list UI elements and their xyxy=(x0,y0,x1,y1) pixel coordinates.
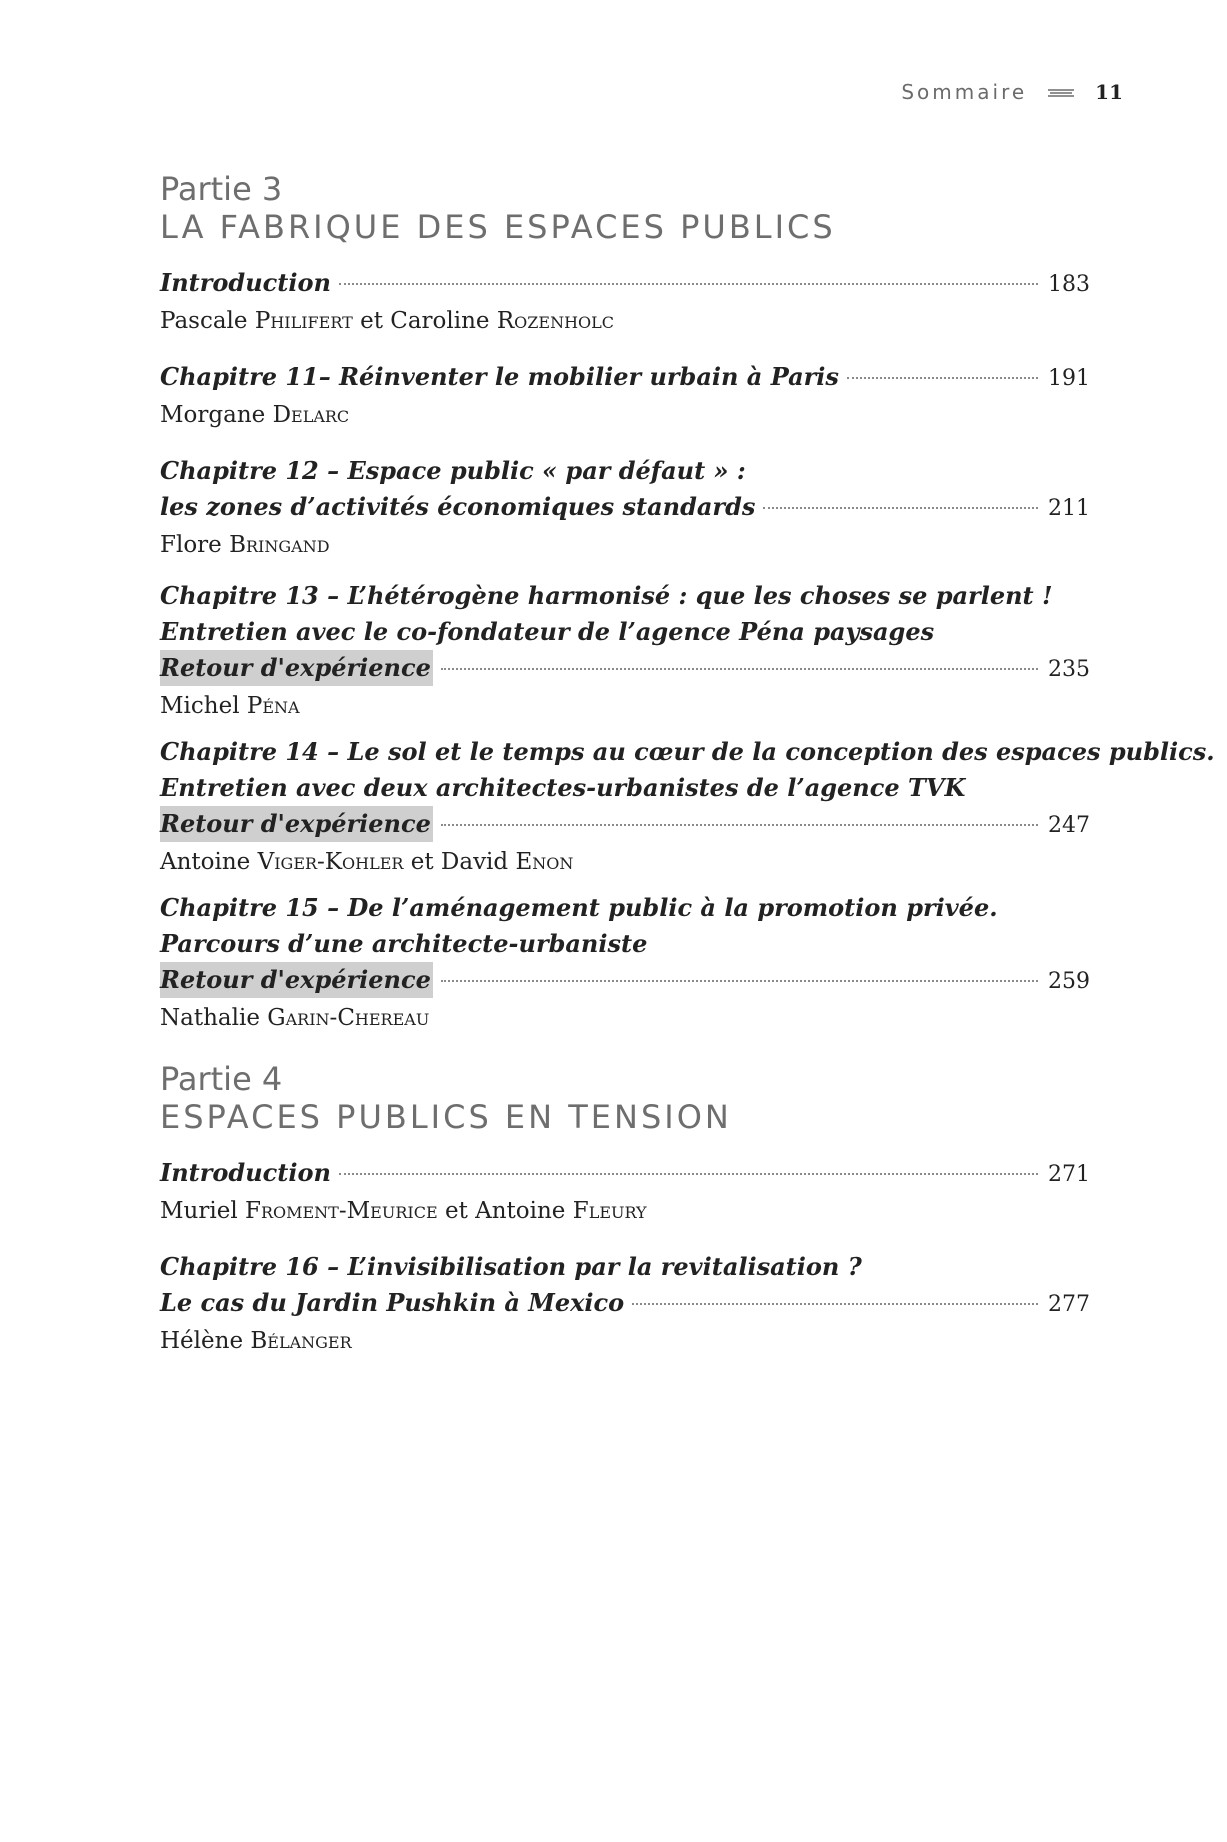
entry-title: Chapitre 13 – L’hétérogène harmonisé : que les choses se parlent ! xyxy=(160,581,1053,610)
part-label: Partie 4 xyxy=(160,1060,283,1098)
dot-leader xyxy=(847,377,1038,379)
dot-leader xyxy=(632,1303,1038,1305)
dot-leader xyxy=(441,824,1038,826)
toc-entry[interactable] xyxy=(160,578,1090,724)
entry-title: Chapitre 14 – Le sol et le temps au cœur de la conception des espaces publics. xyxy=(160,737,1215,766)
retour-experience-label: Retour d'expérience xyxy=(160,650,433,686)
entry-page: 259 xyxy=(1048,969,1090,994)
part-heading-4 xyxy=(160,1060,732,1136)
page-number: 11 xyxy=(1095,80,1123,104)
part-title: ESPACES PUBLICS EN TENSION xyxy=(160,1098,732,1136)
entry-title-line xyxy=(160,650,1090,688)
entry-title-line xyxy=(160,734,1215,770)
entry-title-line xyxy=(160,770,1090,806)
part-heading-3 xyxy=(160,170,836,246)
entry-page: 271 xyxy=(1048,1162,1090,1187)
entry-title: Introduction xyxy=(160,1158,331,1187)
ornament-icon xyxy=(1047,85,1075,99)
entry-page: 191 xyxy=(1048,366,1090,391)
running-header xyxy=(901,80,1123,104)
entry-title: Introduction xyxy=(160,268,331,297)
running-title: Sommaire xyxy=(901,80,1028,104)
dot-leader xyxy=(441,668,1038,670)
entry-subtitle: Entretien avec le co-fondateur de l’agence Péna paysages xyxy=(160,617,935,646)
toc-entry[interactable] xyxy=(160,359,1090,433)
entry-title: Chapitre 15 – De l’aménagement public à la promotion privée. xyxy=(160,893,998,922)
entry-author: Flore Bringand xyxy=(160,532,330,558)
dot-leader xyxy=(763,507,1038,509)
entry-page: 211 xyxy=(1048,496,1090,521)
toc-entry[interactable] xyxy=(160,890,1090,1036)
entry-page: 277 xyxy=(1048,1292,1090,1317)
part-label: Partie 3 xyxy=(160,170,283,208)
toc-entry[interactable] xyxy=(160,453,1090,563)
entry-title: les zones d’activités économiques standards xyxy=(160,492,756,521)
entry-title-line xyxy=(160,1285,1090,1323)
toc-entry[interactable] xyxy=(160,1249,1090,1359)
part-title: LA FABRIQUE DES ESPACES PUBLICS xyxy=(160,208,836,246)
entry-author: Morgane Delarc xyxy=(160,402,350,428)
toc-entry[interactable] xyxy=(160,734,1215,880)
dot-leader xyxy=(339,1173,1038,1175)
entry-subtitle: Le cas du Jardin Pushkin à Mexico xyxy=(160,1288,625,1317)
entry-title-line xyxy=(160,265,1090,303)
entry-title: Chapitre 12 – Espace public « par défaut » : xyxy=(160,456,746,485)
entry-title-line xyxy=(160,890,1090,926)
toc-entry[interactable] xyxy=(160,265,1090,339)
entry-page: 183 xyxy=(1048,272,1090,297)
entry-author: Nathalie Garin-Chereau xyxy=(160,1005,430,1031)
retour-experience-label: Retour d'expérience xyxy=(160,962,433,998)
entry-author: Antoine Viger-Kohler et David Enon xyxy=(160,849,574,875)
entry-title-line xyxy=(160,1155,1090,1193)
entry-page: 235 xyxy=(1048,657,1090,682)
entry-title-line xyxy=(160,453,1090,489)
retour-experience-label: Retour d'expérience xyxy=(160,806,433,842)
entry-title-line xyxy=(160,926,1090,962)
entry-title: Chapitre 16 – L’invisibilisation par la revitalisation ? xyxy=(160,1252,862,1281)
entry-subtitle: Parcours d’une architecte-urbaniste xyxy=(160,929,648,958)
entry-title-line xyxy=(160,578,1090,614)
dot-leader xyxy=(441,980,1038,982)
entry-subtitle: Entretien avec deux architectes-urbanistes de l’agence TVK xyxy=(160,773,966,802)
entry-title-line xyxy=(160,962,1090,1000)
entry-author: Hélène Bélanger xyxy=(160,1328,352,1354)
entry-title-line xyxy=(160,489,1090,527)
entry-title-line xyxy=(160,1249,1090,1285)
entry-author: Muriel Froment-Meurice et Antoine Fleury xyxy=(160,1198,647,1224)
toc-entry[interactable] xyxy=(160,1155,1090,1229)
entry-page: 247 xyxy=(1048,813,1090,838)
entry-title: Chapitre 11– Réinventer le mobilier urbain à Paris xyxy=(160,362,839,391)
entry-title-line xyxy=(160,359,1090,397)
dot-leader xyxy=(339,283,1038,285)
entry-author: Michel Péna xyxy=(160,693,300,719)
entry-author: Pascale Philifert et Caroline Rozenholc xyxy=(160,308,615,334)
entry-title-line xyxy=(160,614,1090,650)
entry-title-line xyxy=(160,806,1090,844)
